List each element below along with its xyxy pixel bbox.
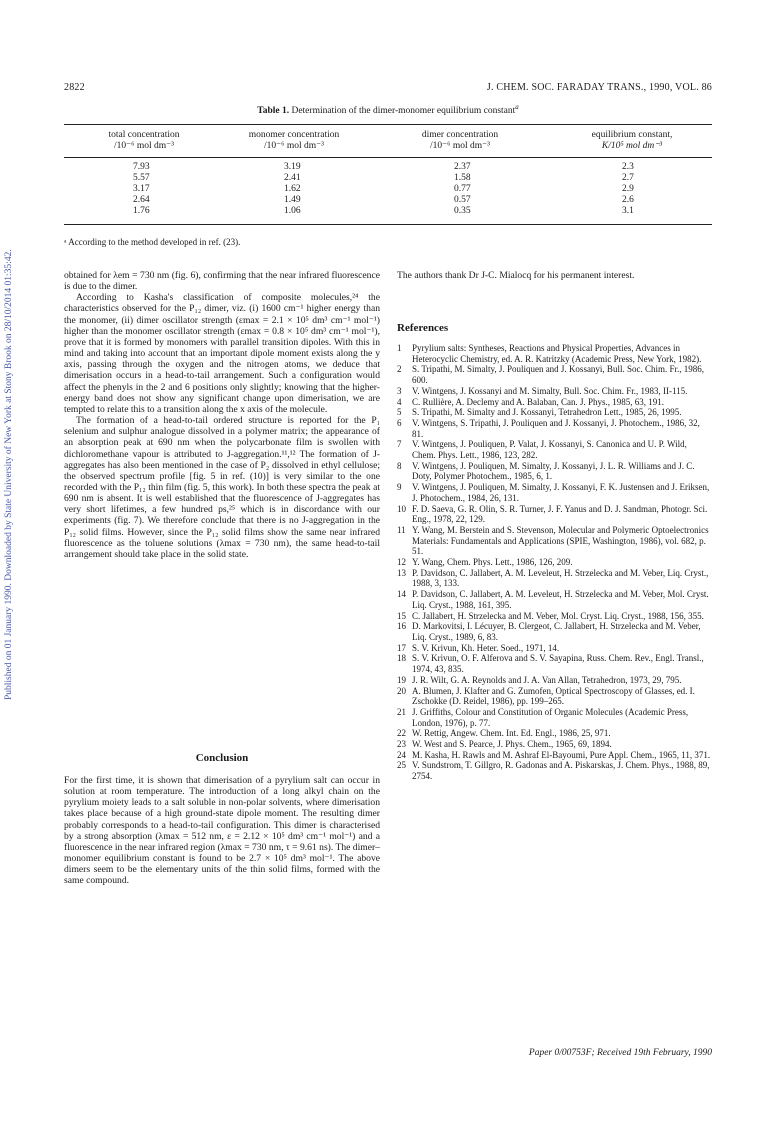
left-column-body: [64, 270, 380, 560]
reference-item: [397, 439, 712, 460]
reference-text: W. West and S. Pearce, J. Phys. Chem., 1965, 69, 1894.: [412, 739, 612, 750]
reference-item: [397, 407, 712, 418]
reference-number: 22: [397, 728, 406, 739]
reference-text: V. Wintgens, J. Pouliquen, M. Simalty, J. Kossanyi, F. K. Justensen and J. Eriksen, J. Photochem., 1984, 26, 131.: [412, 482, 710, 503]
table-header-rule: [64, 157, 712, 158]
reference-text: F. D. Saeva, G. R. Olin, S. R. Turner, J. F. Yanus and D. J. Sandman, Photogr. Sci. Eng., 1978, 22, 129.: [412, 503, 708, 525]
reference-item: [397, 482, 712, 503]
reference-item: [397, 611, 712, 622]
reference-item: [397, 675, 712, 686]
reference-number: 25: [397, 760, 406, 771]
reference-number: 2: [397, 364, 402, 375]
reference-number: 17: [397, 642, 406, 653]
reference-item: [397, 386, 712, 397]
reference-item: [397, 589, 712, 610]
table-caption-label: Table 1.: [257, 106, 290, 117]
reference-number: 4: [397, 396, 402, 407]
reference-number: 9: [397, 482, 402, 493]
reference-number: 5: [397, 407, 402, 418]
reference-item: [397, 504, 712, 525]
paragraph: obtained for λem = 730 nm (fig. 6), confirming that the near infrared fluorescence is due to the dimer.: [64, 270, 380, 293]
reference-number: 1: [397, 343, 402, 353]
table-header-equilibrium: equilibrium constant, K/10⁵ mol dm⁻³: [591, 130, 673, 151]
reference-number: 15: [397, 610, 406, 621]
reference-text: D. Markovitsi, I. Lécuyer, B. Clergeot, C. Jallabert, H. Strzelecka and M. Veber, Liq. Cryst., 1989, 6, 83.: [412, 621, 701, 642]
table-top-rule: [64, 124, 712, 125]
reference-number: 12: [397, 557, 406, 568]
reference-item: [397, 750, 712, 761]
reference-number: 13: [397, 567, 406, 578]
reference-item: [397, 418, 712, 439]
reference-text: V. Wintgens, J. Kossanyi and M. Simalty, Bull. Soc. Chim. Fr., 1983, II-115.: [412, 385, 688, 396]
reference-item: [397, 525, 712, 557]
reference-item: [397, 343, 712, 364]
reference-item: [397, 739, 712, 750]
reference-number: 11: [397, 524, 406, 535]
reference-list: [397, 343, 712, 782]
reference-text: S. Tripathi, M. Simalty and J. Kossanyi, Tetrahedron Lett., 1985, 26, 1995.: [412, 407, 682, 418]
reference-number: 20: [397, 685, 406, 696]
acknowledgement: The authors thank Dr J-C. Mialocq for his permanent interest.: [397, 270, 635, 281]
paragraph: According to Kasha's classification of composite molecules,²⁴ the characteristics observed for the P₁₂ dimer, viz. (i) 1600 cm⁻¹ higher energy than the monomer, (ii) dimer oscillator strength (εmax = 2.1 × 10⁵ dm³ cm⁻¹ mol⁻¹) higher than the monomer oscillator strength (εmax = 0.8 × 10⁵ dm³ cm⁻¹ mol⁻¹), prove that it is formed by monomers with parallel transition dipoles. With this in mind and taking into account that an important dipole moment exists along the y axis, passing through the oxygen and the nitrogen atoms, we deduce that dimerisation occurs in a head-to-tail arrangement. Such a configuration would affect the phenyls in the 2 and 6 positions only slightly; knowing that the higher-energy band does not show any significant change upon dimerisation, we are tempted to relate this to a transition along the x axis of the molecule.: [64, 292, 380, 415]
reference-number: 24: [397, 749, 406, 760]
publication-watermark: Published on 01 January 1990. Downloaded by State University of New York at Stony Brook on 28/10/2014 01:35:42.: [4, 249, 14, 700]
reference-number: 7: [397, 439, 402, 450]
paragraph: For the first time, it is shown that dimerisation of a pyrylium salt can occur in solution at room temperature. The introduction of a long alkyl chain on the pyrylium moiety leads to a salt soluble in non-polar solvents, where dimerisation takes place because of a high ground-state dipole moment. The resulting dimer probably corresponds to a head-to-tail configuration. This dimer is characterised by a strong absorption (λmax = 512 nm, ε = 2.12 × 10⁵ dm³ cm⁻¹ mol⁻¹) and a fluorescence in the near infrared region (λmax = 730 nm, τ = 9.61 ns). The dimer–monomer equilibrium constant is found to be 2.7 × 10⁵ dm³ mol⁻¹. The above dimers seem to be the elementary units of the thin solid films, formed with the same compound.: [64, 775, 380, 887]
reference-item: [397, 707, 712, 728]
conclusion-heading: Conclusion: [195, 752, 249, 764]
reference-text: Pyrylium salts: Syntheses, Reactions and Physical Properties, Advances in Heterocyclic Chemistry, ed. A. R. Katritzky (Academic Press, New York, 1982).: [412, 343, 702, 364]
table-header-dimer: dimer concentration /10⁻⁶ mol dm⁻³: [421, 130, 499, 151]
reference-number: 19: [397, 674, 406, 685]
table-header-total: total concentration /10⁻⁶ mol dm⁻³: [108, 130, 180, 151]
reference-text: S. V. Krivun, O. F. Alferova and S. V. Sayapina, Russ. Chem. Rev., Engl. Transl., 1974, 43, 835.: [412, 653, 704, 675]
reference-item: [397, 568, 712, 589]
reference-text: Y. Wang, Chem. Phys. Lett., 1986, 126, 209.: [412, 557, 573, 568]
journal-citation: J. CHEM. SOC. FARADAY TRANS., 1990, VOL. 86: [486, 82, 712, 93]
table-caption-mark: a: [515, 103, 519, 111]
reference-text: S. V. Krivun, Kh. Heter. Soed., 1971, 14.: [412, 642, 560, 653]
reference-item: [397, 643, 712, 654]
reference-text: S. Tripathi, M. Simalty, J. Pouliquen and J. Kossanyi, Bull. Soc. Chim. Fr., 1986, 600.: [412, 364, 704, 386]
reference-item: [397, 686, 712, 707]
reference-item: [397, 557, 712, 568]
reference-item: [397, 364, 712, 385]
reference-text: A. Blumen, J. Klafter and G. Zumofen, Optical Spectroscopy of Glasses, ed. I. Zschokke (D. Reidel, 1986), pp. 199–265.: [412, 685, 695, 707]
reference-number: 6: [397, 417, 402, 428]
table-header-monomer: monomer concentration /10⁻⁶ mol dm⁻³: [248, 130, 340, 151]
reference-text: V. Wintgens, J. Pouliquen, M. Simalty, J. Kossanyi, J. L. R. Williams and J. C. Doty, Polymer Photochem., 1985, 6, 1.: [412, 460, 695, 482]
reference-item: [397, 728, 712, 739]
reference-item: [397, 760, 712, 781]
reference-text: V. Wintgens, S. Tripathi, J. Pouliquen and J. Kossanyi, J. Photochem., 1986, 32, 81.: [412, 417, 700, 439]
table-bottom-rule: [64, 224, 712, 225]
reference-text: J. R. Wilt, G. A. Reynolds and J. A. Van Allan, Tetrahedron, 1973, 29, 795.: [412, 674, 682, 685]
paper-id: Paper 0/00753F; Received 19th February, 1990: [528, 1048, 712, 1058]
reference-text: V. Wintgens, J. Pouliquen, P. Valat, J. Kossanyi, S. Canonica and U. P. Wild, Chem. Phys. Lett., 1986, 123, 282.: [412, 439, 687, 461]
reference-number: 23: [397, 739, 406, 750]
reference-text: C. Rullière, A. Declemy and A. Balaban, Can. J. Phys., 1985, 63, 191.: [412, 396, 664, 407]
table-caption-text: Determination of the dimer-monomer equilibrium constant: [291, 106, 516, 117]
conclusion-body: [64, 775, 380, 887]
reference-text: M. Kasha, H. Rawls and M. Ashraf El-Bayoumi, Pure Appl. Chem., 1965, 11, 371.: [412, 749, 711, 760]
reference-number: 14: [397, 589, 406, 600]
reference-item: [397, 621, 712, 642]
reference-text: P. Davidson, C. Jallabert, A. M. Leveleut, H. Strzelecka and M. Veber, Liq. Cryst., 1988, 3, 133.: [412, 567, 709, 589]
reference-number: 3: [397, 385, 402, 396]
reference-number: 18: [397, 653, 406, 664]
references-heading: References: [397, 322, 449, 334]
reference-item: [397, 461, 712, 482]
paragraph: The formation of a head-to-tail ordered structure is reported for the P₁ selenium and sulphur analogue dissolved in a polymer matrix; the appearance of an absorption peak at 690 nm when the polycarbonate film is swollen with dichloromethane vapour is attributed to J-aggregation.¹¹,¹² The formation of J-aggregates has also been mentioned in the case of P₂ dissolved in ethyl cellulose; the observed spectrum profile [fig. 5 in ref. (10)] is very similar to the one recorded with the P₁₂ thin film (fig. 5, this work). In both these spectra the peak at 690 nm is absent. It is well established that the fluorescence of J-aggregates has very short lifetimes, a few hundred ps,²⁵ which is in discordance with our experiments (fig. 7). We therefore conclude that there is no J-aggregation in the P₁₂ solid films. However, since the P₁₂ solid films show the same near infrared fluorescence as the toluene solutions (λmax = 730 nm), the same head-to-tail arrangement should take place in the solid state.: [64, 415, 380, 560]
reference-text: C. Jallabert, H. Strzelecka and M. Veber, Mol. Cryst. Liq. Cryst., 1988, 156, 355.: [412, 610, 704, 621]
reference-item: [397, 653, 712, 674]
reference-text: V. Sundstrom, T. Gillgro, R. Gadonas and A. Piskarskas, J. Chem. Phys., 1988, 89, 2754.: [412, 760, 710, 782]
reference-text: J. Griffiths, Colour and Constitution of Organic Molecules (Academic Press, London, 1976), p. 77.: [412, 706, 689, 728]
reference-number: 10: [397, 503, 406, 514]
reference-text: Y. Wang, M. Berstein and S. Stevenson, Molecular and Polymeric Optoelectronics Materials: Fundamentals and Applications (SPIE, Washington, 1986), vol. 682, p. 51.: [412, 524, 709, 557]
reference-number: 21: [397, 706, 406, 717]
reference-item: [397, 397, 712, 408]
running-header: [64, 82, 712, 96]
reference-text: W. Rettig, Angew. Chem. Int. Ed. Engl., 1986, 25, 971.: [412, 728, 611, 739]
table-caption: [64, 103, 712, 116]
page-number: 2822: [64, 82, 85, 93]
reference-number: 16: [397, 621, 406, 632]
reference-number: 8: [397, 460, 402, 471]
table-footnote: ᵃ According to the method developed in ref. (23).: [64, 237, 241, 247]
reference-text: P. Davidson, C. Jallabert, A. M. Leveleut, H. Strzelecka and M. Veber, Mol. Cryst. Liq. Cryst., 1988, 161, 395.: [412, 589, 709, 610]
